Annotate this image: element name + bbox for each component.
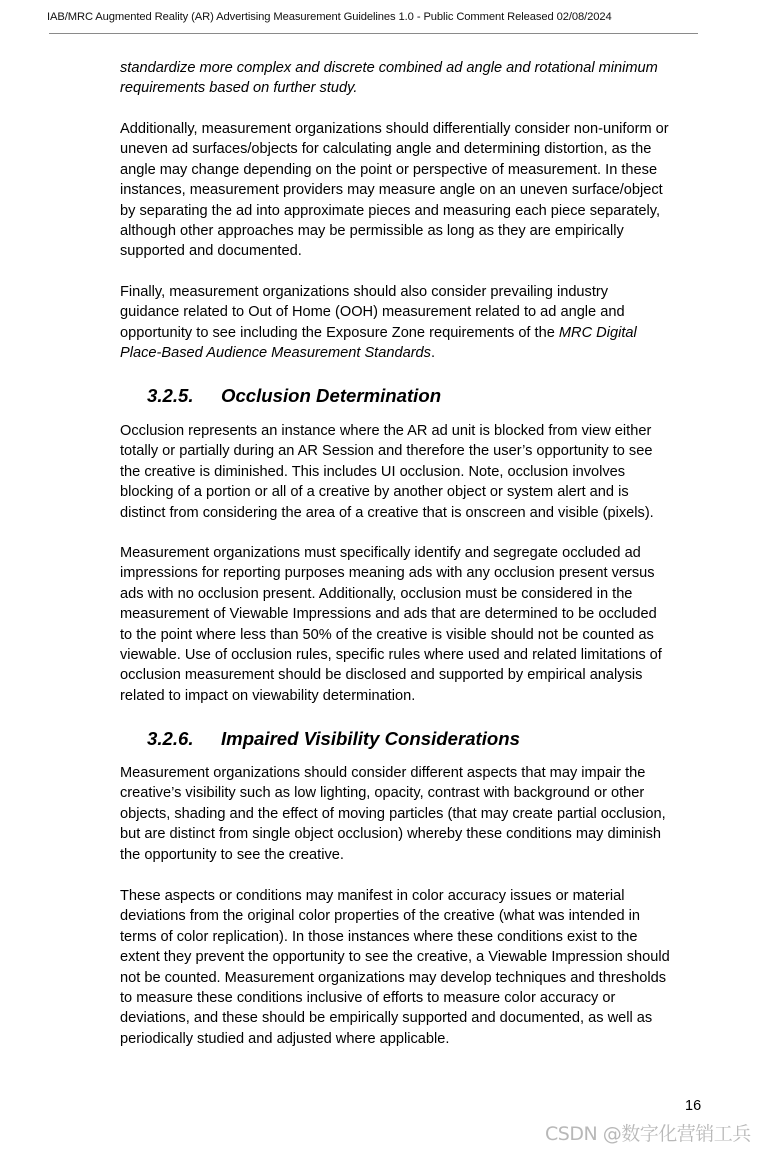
- text-line: but are distinct from single object occlusion) whereby these conditions may diminish: [120, 826, 662, 843]
- text-line: supported and documented.: [120, 243, 302, 260]
- text-line: Measurement organizations must specifically identify and segregate occluded ad: [120, 545, 641, 561]
- header-divider: [49, 33, 698, 34]
- text-line: deviations from the original color properties of the creative (what was intended in: [120, 908, 640, 925]
- text-line: distinct from considering the area of a creative that is onscreen and visible (pixels).: [120, 504, 654, 521]
- text-run: .: [430, 345, 436, 362]
- text-line: the creative is diminished. This includes UI occlusion. Note, occlusion involves: [120, 463, 626, 480]
- text-line: standardize more complex and discrete combined ad angle and rotational minimum: [120, 60, 658, 76]
- page-number: 16: [685, 1098, 702, 1114]
- paragraph-continued: [120, 58, 720, 99]
- section-title: Impaired Visibility Considerations: [221, 728, 520, 749]
- section-number: 3.2.6.: [147, 728, 194, 749]
- text-line: by separating the ad into approximate pieces and measuring each piece separately,: [120, 202, 661, 219]
- text-line: although other approaches may be permissible as long as they are empirically: [120, 223, 624, 240]
- text-line: extent they prevent the opportunity to see the creative, a Viewable Impression should: [120, 949, 670, 966]
- text-line: Finally, measurement organizations should also consider prevailing industry: [120, 284, 609, 300]
- text-line: viewable. Use of occlusion rules, specific rules where used and related limitations of: [120, 647, 662, 664]
- section-heading-3-2-5: [147, 385, 441, 407]
- text-line: to measure these conditions inclusive of efforts to measure color accuracy or: [120, 990, 616, 1007]
- text-line: requirements based on further study.: [120, 80, 358, 97]
- section-number: 3.2.5.: [147, 385, 194, 406]
- text-line: terms of color replication). In those instances where these conditions exist to the: [120, 928, 638, 945]
- running-header: IAB/MRC Augmented Reality (AR) Advertising Measurement Guidelines 1.0 - Public Comment Released 02/08/2024: [47, 11, 612, 23]
- text-line: deviations, and these should be empirically supported and documented, as well as: [120, 1010, 653, 1027]
- text-line: occlusion measurement should be disclosed and supported by empirical analysis: [120, 667, 643, 684]
- paragraph-color-accuracy: [120, 886, 720, 1049]
- paragraph-uneven-surfaces: [120, 119, 720, 262]
- text-line: [120, 343, 720, 363]
- section-title: Occlusion Determination: [221, 385, 442, 406]
- paragraph-impaired-visibility: [120, 763, 720, 865]
- paragraph-ooh: [120, 282, 720, 364]
- text-line: These aspects or conditions may manifest in color accuracy issues or material: [120, 888, 625, 904]
- text-line: objects, shading and the effect of moving particles (that may create partial occlusion,: [120, 805, 666, 822]
- standard-title-italic: MRC Digital: [558, 324, 637, 341]
- text-line: related to impact on viewability determination.: [120, 687, 416, 704]
- text-line: uneven ad surfaces/objects for calculating angle and determining distortion, as the: [120, 141, 652, 158]
- text-line: Measurement organizations should consider different aspects that may impair the: [120, 765, 646, 781]
- text-line: periodically studied and adjusted where applicable.: [120, 1030, 450, 1047]
- text-line: angle may change depending on the point or perspective of measurement. In these: [120, 161, 658, 178]
- standard-title-italic: Place-Based Audience Measurement Standards: [120, 345, 431, 362]
- text-line: not be counted. Measurement organizations may develop techniques and thresholds: [120, 969, 666, 986]
- text-line: [120, 323, 720, 343]
- text-line: impressions for reporting purposes meaning ads with any occlusion present versus: [120, 565, 655, 582]
- text-line: the opportunity to see the creative.: [120, 846, 344, 863]
- text-line: totally or partially during an AR Session and therefore the user’s opportunity to see: [120, 443, 653, 460]
- text-run: opportunity to see including the Exposure Zone requirements of the: [120, 324, 559, 341]
- watermark: CSDN @数字化营销工兵: [545, 1123, 751, 1145]
- text-line: measurement of Viewable Impressions and ads that are determined to be occluded: [120, 606, 657, 623]
- text-line: blocking of a portion or all of a creative by another object or system alert and is: [120, 484, 629, 501]
- text-line: ads with no occlusion present. Additionally, occlusion must be considered in the: [120, 585, 633, 602]
- paragraph-occlusion-requirements: [120, 543, 720, 706]
- text-line: creative’s visibility such as low lighting, opacity, contrast with background or other: [120, 785, 645, 802]
- text-line: Occlusion represents an instance where the AR ad unit is blocked from view either: [120, 423, 652, 439]
- paragraph-occlusion-definition: [120, 421, 720, 523]
- text-line: to the point where less than 50% of the creative is visible should not be counted as: [120, 626, 654, 643]
- text-line: Additionally, measurement organizations should differentially consider non-uniform or: [120, 121, 669, 137]
- text-line: instances, measurement providers may measure angle on an uneven surface/object: [120, 182, 663, 199]
- text-line: guidance related to Out of Home (OOH) measurement related to ad angle and: [120, 304, 625, 321]
- section-heading-3-2-6: [147, 728, 520, 750]
